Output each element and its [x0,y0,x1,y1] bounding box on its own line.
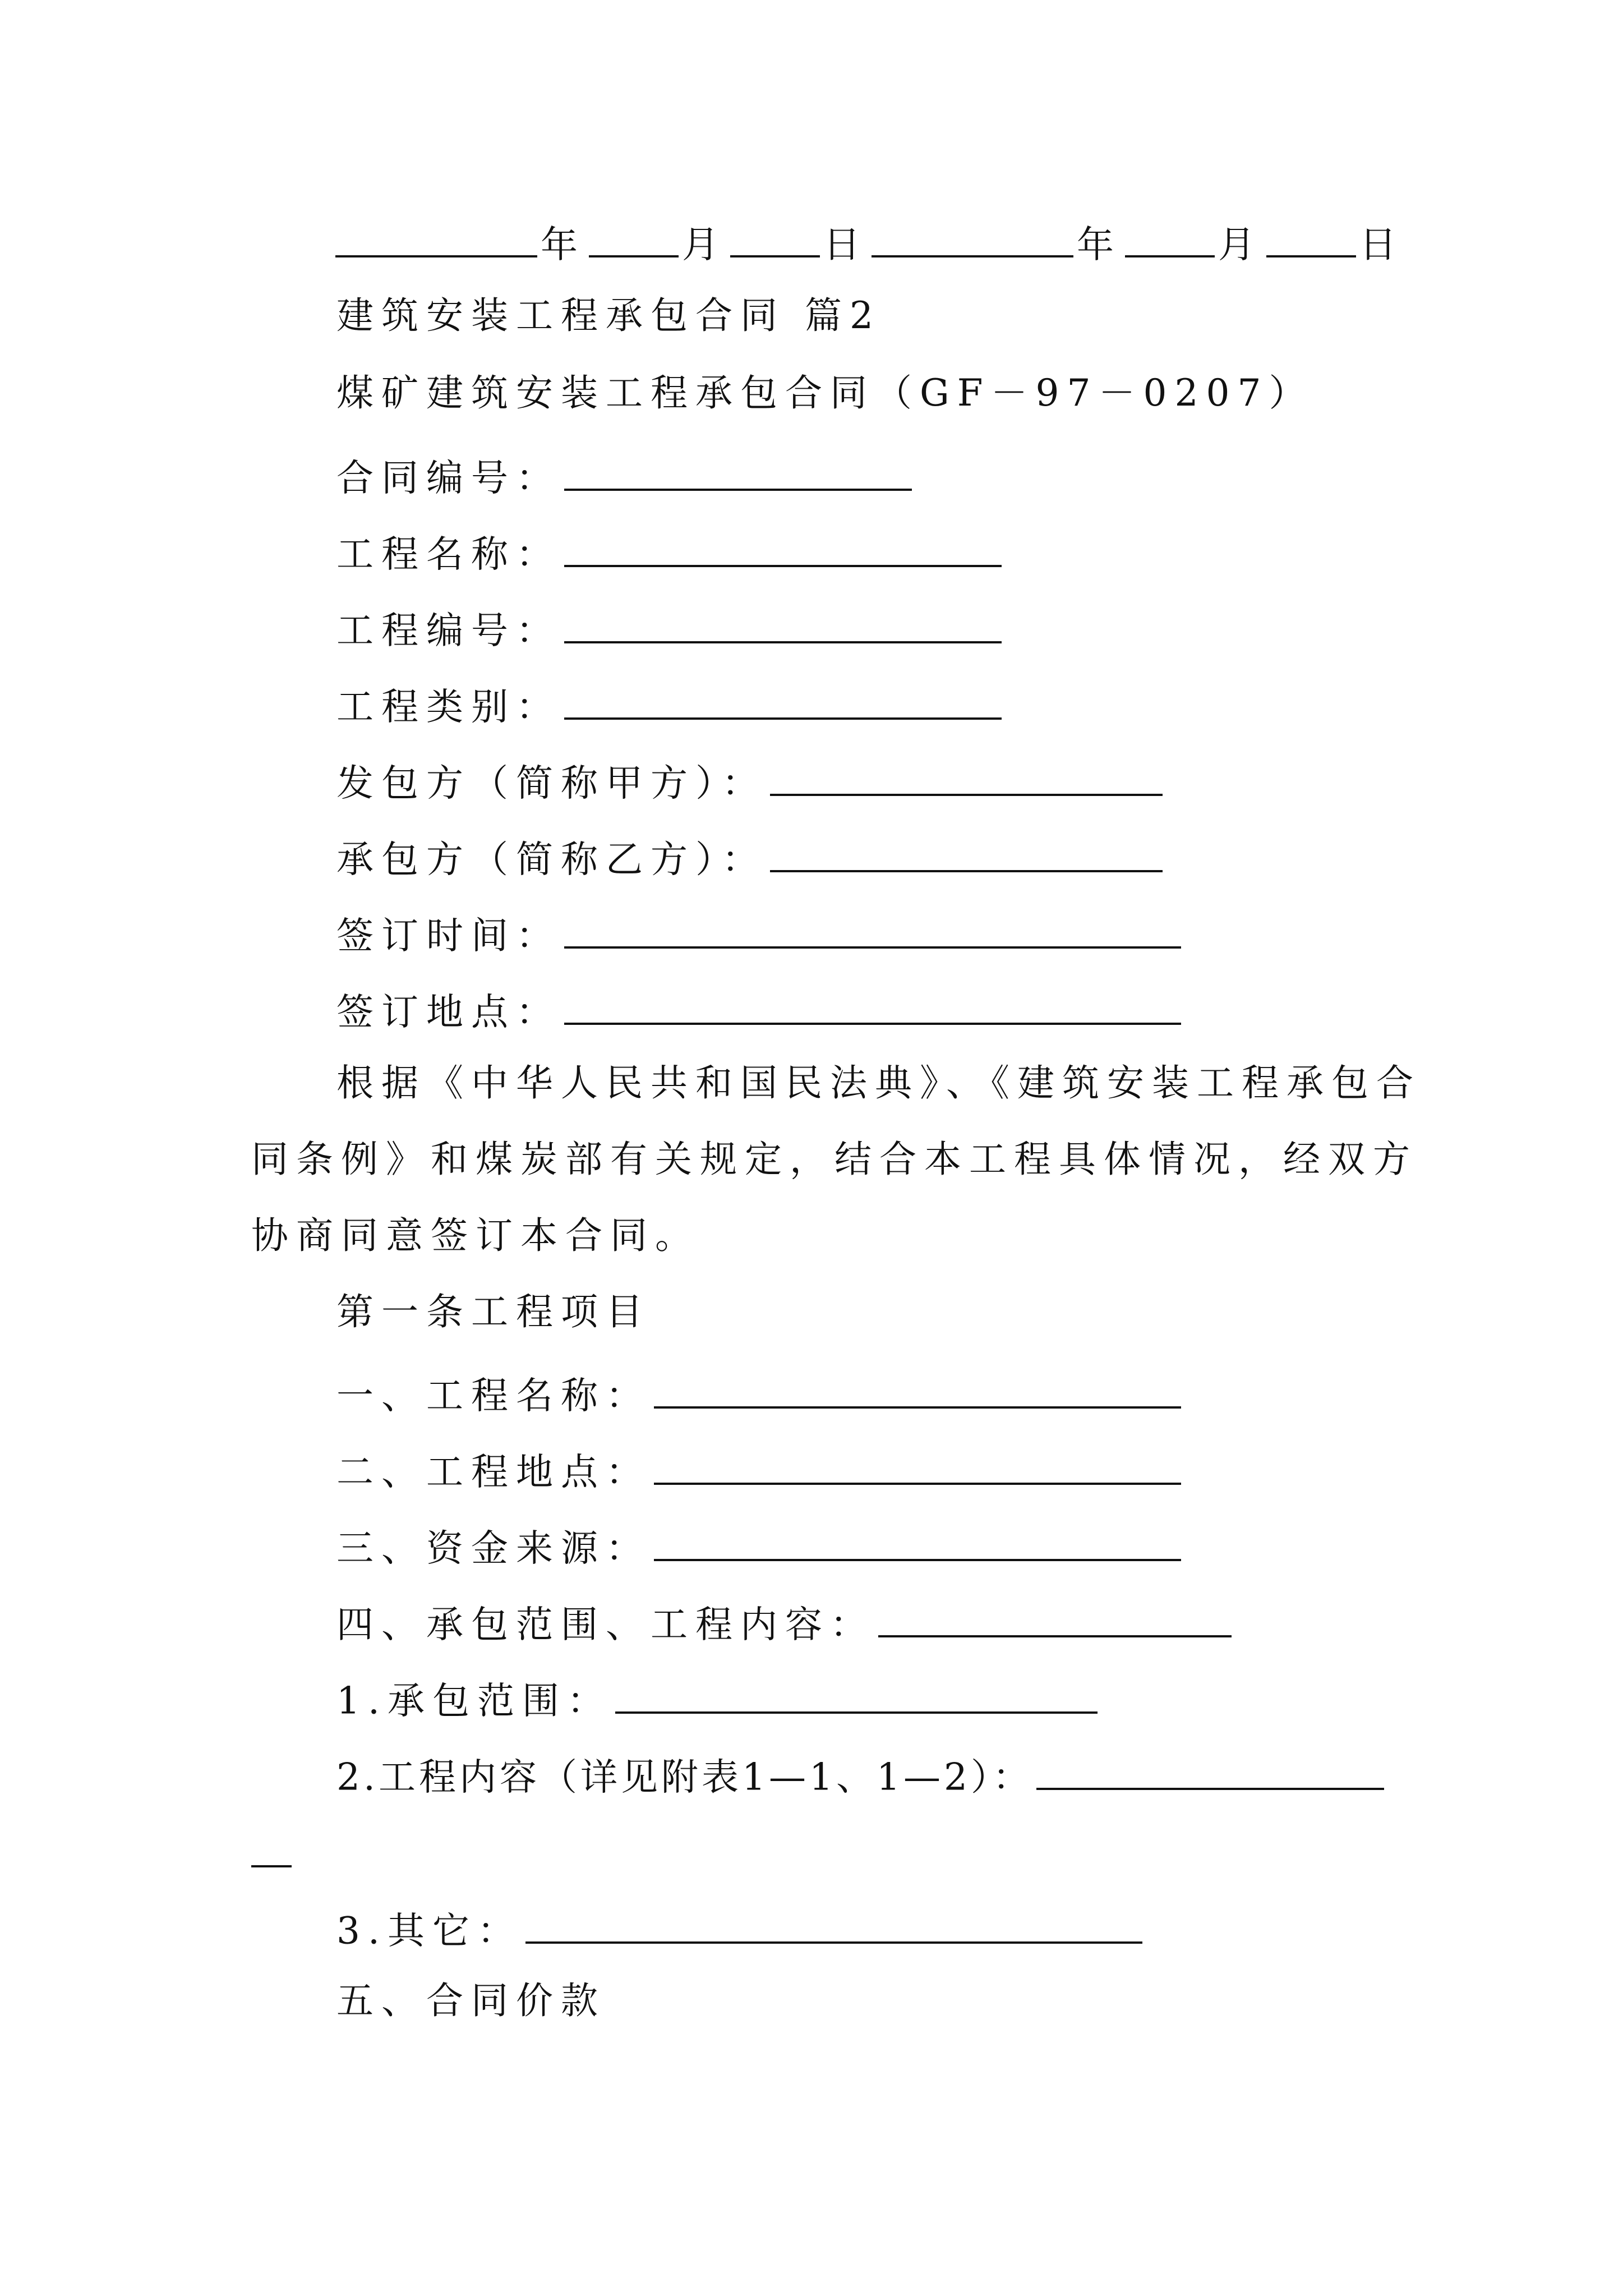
blank-month-2[interactable] [1125,220,1215,257]
project-no-row [336,606,1005,650]
blank-day-2[interactable] [1266,220,1356,257]
sign-place-row [336,987,1184,1034]
project-name-field[interactable] [564,530,1002,567]
article1-item4-label: 四、承包范围、工程内容： [336,1603,875,1646]
party-a-label: 发包方（简称甲方）： [336,761,767,805]
contract-no-field[interactable] [564,453,912,491]
project-category-row [336,682,1005,729]
blank-day-1[interactable] [730,220,820,257]
article1-item3-row [336,1524,1184,1570]
sign-time-label: 签订时间： [336,914,561,958]
article1-item4-field[interactable] [878,1600,1232,1637]
preamble-line-2: 同条例》和煤炭部有关规定，结合本工程具体情况，经双方 [251,1138,1418,1181]
sign-place-field[interactable] [564,987,1181,1025]
article1-item1-field[interactable] [654,1371,1181,1409]
article1-item1-row [336,1371,1184,1418]
contract-no-row [336,453,915,500]
sign-time-field[interactable] [564,911,1181,949]
project-no-label: 工程编号： [336,609,561,652]
party-b-field[interactable] [770,835,1163,872]
article1-sub1-row [336,1676,1101,1723]
month-label-1: 月 [682,223,727,266]
article1-item3-label: 三、资金来源： [336,1526,651,1570]
project-name-label: 工程名称： [336,532,561,576]
article1-item2-field[interactable] [654,1447,1181,1485]
article1-sub2-continuation [251,1830,295,1874]
article1-sub3-field[interactable] [525,1906,1142,1944]
date-line [335,220,1404,264]
project-no-field[interactable] [564,606,1002,643]
blank-year-2[interactable] [872,220,1073,257]
article1-item3-field[interactable] [654,1524,1181,1561]
article1-sub1-label: 1.承包范围： [336,1679,612,1723]
party-a-field[interactable] [770,758,1163,796]
preamble-line-3: 协商同意签订本合同。 [251,1214,700,1257]
article1-heading: 第一条工程项目 [336,1290,651,1333]
page-subtitle: 煤矿建筑安装工程承包合同（GF－97－0207） [336,371,1314,415]
blank-year-1[interactable] [335,220,537,257]
year-label-1: 年 [541,223,585,266]
article1-sub2-row [336,1752,1387,1799]
article1-sub3-label: 3.其它： [336,1909,522,1953]
article1-item1-label: 一、工程名称： [336,1374,651,1418]
project-category-label: 工程类别： [336,685,561,729]
sign-place-label: 签订地点： [336,990,561,1034]
article1-sub2-field[interactable] [1036,1752,1384,1790]
preamble-line-1: 根据《中华人民共和国民法典》、《建筑安装工程承包合 [336,1061,1421,1105]
day-label-2: 日 [1359,223,1404,266]
article1-item2-label: 二、工程地点： [336,1450,651,1494]
project-name-row [336,530,1005,576]
blank-month-1[interactable] [589,220,679,257]
day-label-1: 日 [823,223,868,266]
sign-time-row [336,911,1184,958]
year-label-2: 年 [1077,223,1122,266]
project-category-field[interactable] [564,682,1002,720]
article1-sub2-label: 2.工程内容（详见附表1—1、1—2）： [336,1755,1033,1799]
month-label-2: 月 [1218,223,1263,266]
page-title: 建筑安装工程承包合同 篇2 [336,294,881,337]
article1-item5: 五、合同价款 [336,1979,606,2022]
party-b-label: 承包方（简称乙方）： [336,838,767,881]
contract-no-label: 合同编号： [336,456,561,500]
article1-sub1-field[interactable] [615,1676,1098,1714]
article1-sub2-field-cont[interactable] [251,1830,292,1867]
party-b-row [336,835,1166,881]
article1-item2-row [336,1447,1184,1494]
article1-sub3-row [336,1906,1146,1953]
party-a-row [336,758,1166,805]
article1-item4-row [336,1600,1235,1644]
